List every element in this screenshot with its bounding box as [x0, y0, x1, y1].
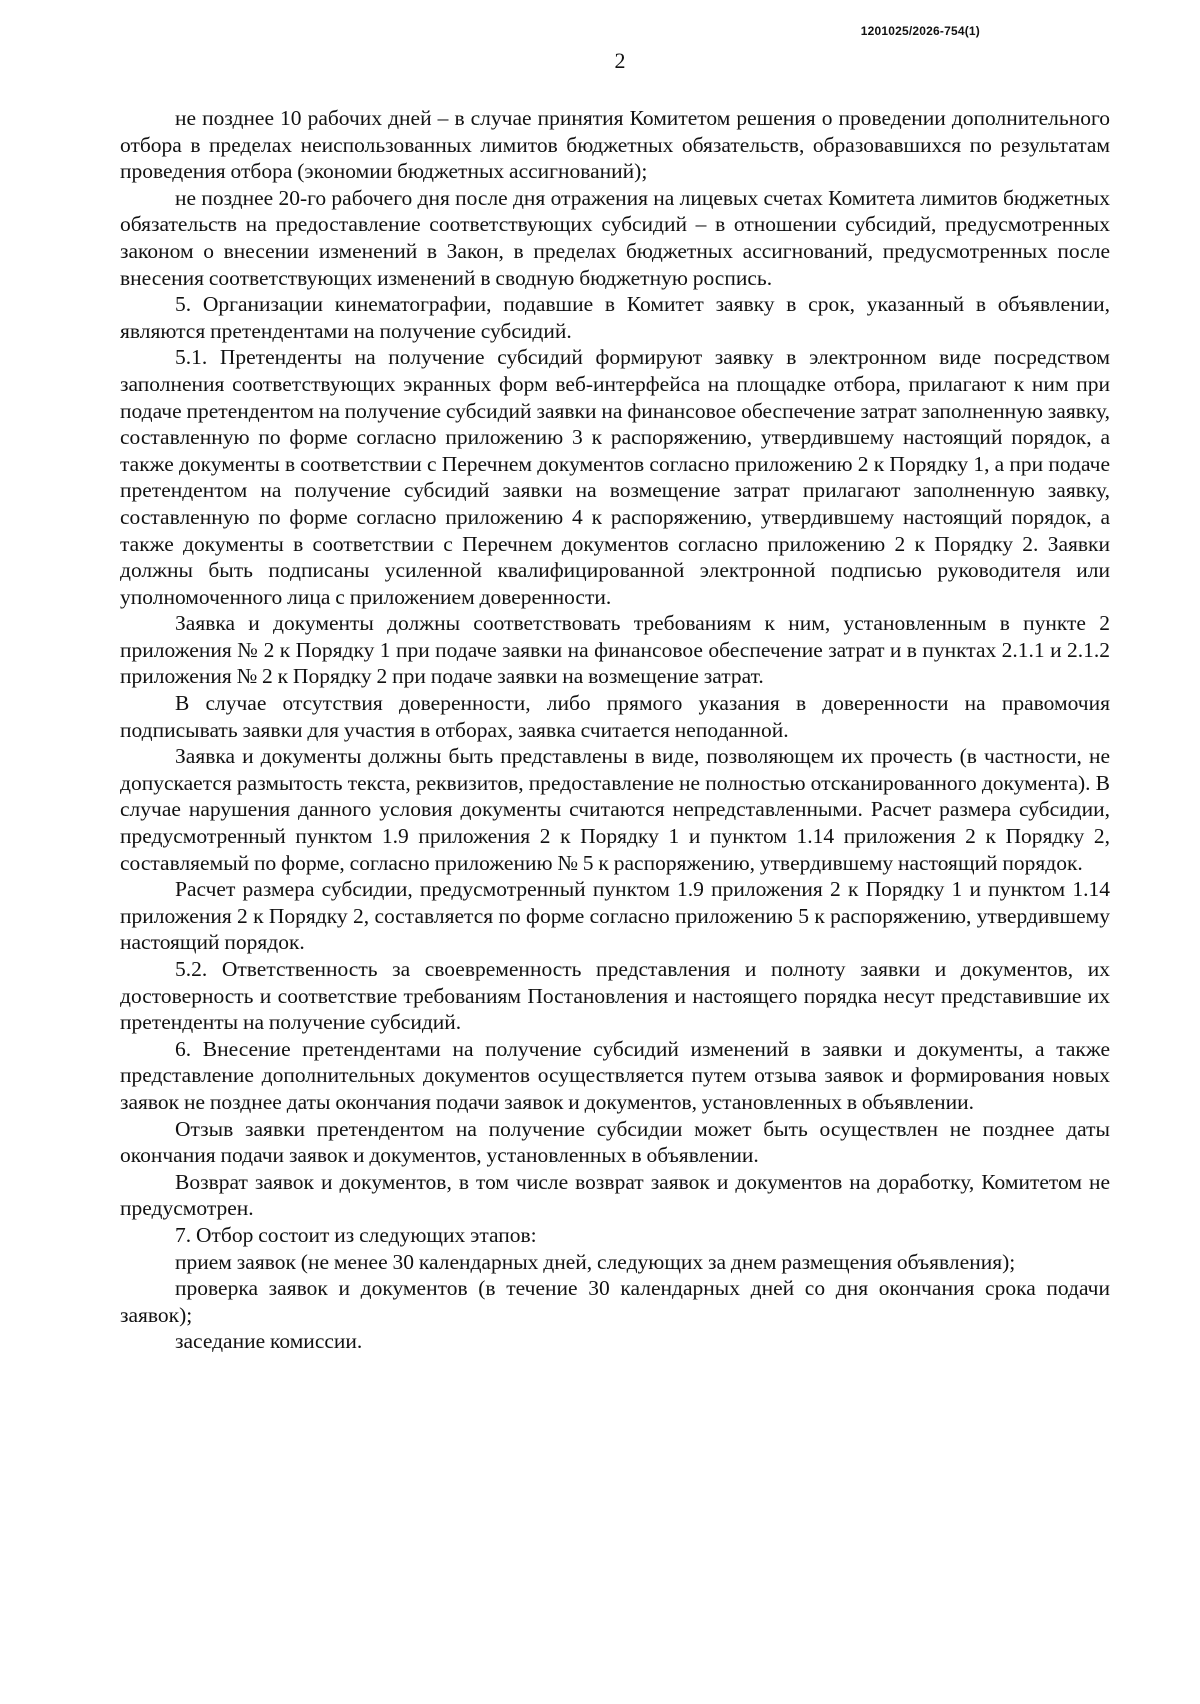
paragraph-section-5: 5. Организации кинематографии, подавшие в Комитет заявку в срок, указанный в объявлении, являются претендентами на получение субсидий.	[120, 292, 1110, 343]
paragraph-section-7: 7. Отбор состоит из следующих этапов:	[175, 1222, 537, 1247]
paragraph-power-of-attorney: В случае отсутствия доверенности, либо прямого указания в доверенности на правомочия подписывать заявки для участия в отборах, заявка считается неподанной.	[120, 691, 1110, 742]
paragraph-section-6: 6. Внесение претендентами на получение субсидий изменений в заявки и документы, а также представление дополнительных документов осуществляется путем отзыва заявок и формирования новых заявок не позднее даты окончания подачи заявок и документов, установленных в объявлении.	[120, 1036, 1110, 1114]
paragraph-deadline-additional-selection: не позднее 10 рабочих дней – в случае принятия Комитетом решения о проведении дополнительного отбора в пределах неиспользованных лимитов бюджетных обязательств, образовавшихся по результатам проведения отбора (экономии бюджетных ассигнований);	[120, 106, 1110, 184]
paragraph-withdrawal: Отзыв заявки претендентом на получение субсидии может быть осуществлен не позднее даты окончания подачи заявок и документов, установленных в объявлении.	[120, 1116, 1110, 1168]
paragraph-application-requirements: Заявка и документы должны соответствовать требованиям к ним, установленным в пункте 2 приложения № 2 к Порядку 1 при подаче заявки на финансовое обеспечение затрат и в пунктах 2.1.1 и 2.1.2 приложения № 2 к Порядку 2 при подаче заявки на возмещение затрат.	[120, 611, 1110, 689]
document-registration-number: 1201025/2026-754(1)	[860, 24, 980, 38]
paragraph-stage-reception: прием заявок (не менее 30 календарных дней, следующих за днем размещения объявления);	[175, 1249, 1016, 1274]
page-number: 2	[614, 48, 626, 73]
paragraph-no-return: Возврат заявок и документов, в том числе возврат заявок и документов на доработку, Комитетом не предусмотрен.	[120, 1169, 1110, 1221]
paragraph-section-5-1: 5.1. Претенденты на получение субсидий формируют заявку в электронном виде посредством заполнения соответствующих экранных форм веб-интерфейса на площадке отбора, прилагают к ним при подаче претендентом на получение субсидий заявки на финансовое обеспечение затрат заполненную заявку, составленную по форме согласно приложению 3 к распоряжению, утвердившему настоящий порядок, а также документы в соответствии с Перечнем документов согласно приложению 2 к Порядку 1, а при подаче претендентом на получение субсидий заявки на возмещение затрат прилагают заполненную заявку, составленную по форме согласно приложению 4 к распоряжению, утвердившему настоящий порядок, а также документы в соответствии с Перечнем документов согласно приложению 2 к Порядку 2. Заявки должны быть подписаны усиленной квалифицированной электронной подписью руководителя или уполномоченного лица с приложением доверенности.	[120, 345, 1110, 609]
paragraph-section-5-2: 5.2. Ответственность за своевременность представления и полноту заявки и документов, их достоверность и соответствие требованиям Постановления и настоящего порядка несут представившие их претенденты на получение субсидий.	[120, 957, 1110, 1035]
paragraph-subsidy-calculation: Расчет размера субсидии, предусмотренный пунктом 1.9 приложения 2 к Порядку 1 и пунктом 1.14 приложения 2 к Порядку 2, составляется по форме согласно приложению 5 к распоряжению, утвердившему настоящий порядок.	[120, 877, 1110, 955]
document-body	[120, 105, 1110, 1355]
paragraph-stage-review: проверка заявок и документов (в течение 30 календарных дней со дня окончания срока подачи заявок);	[120, 1276, 1110, 1327]
paragraph-readability: Заявка и документы должны быть представлены в виде, позволяющем их прочесть (в частности, не допускается размытость текста, реквизитов, предоставление не полностью отсканированного документа). В случае нарушения данного условия документы считаются непредставленными. Расчет размера субсидии, предусмотренный пунктом 1.9 приложения 2 к Порядку 1 и пунктом 1.14 приложения 2 к Порядку 2, составляемый по форме, согласно приложению № 5 к распоряжению, утвердившему настоящий порядок.	[120, 744, 1110, 875]
paragraph-deadline-budget-limits: не позднее 20-го рабочего дня после дня отражения на лицевых счетах Комитета лимитов бюджетных обязательств на предоставление соответствующих субсидий – в отношении субсидий, предусмотренных законом о внесении изменений в Закон, в пределах бюджетных ассигнований, предусмотренных после внесения соответствующих изменений в сводную бюджетную роспись.	[120, 185, 1110, 290]
paragraph-stage-commission: заседание комиссии.	[175, 1329, 363, 1354]
